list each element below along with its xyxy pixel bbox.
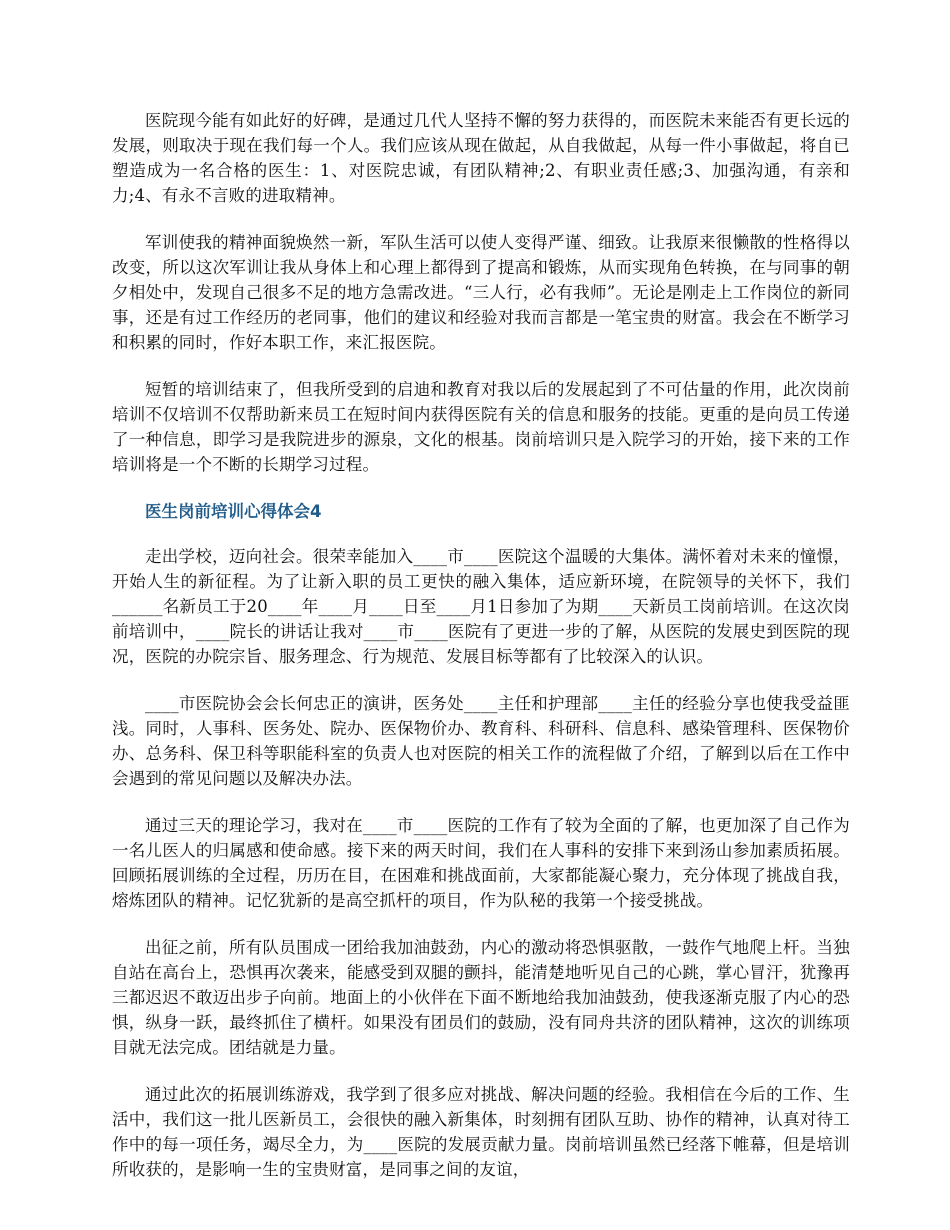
paragraph: 出征之前，所有队员围成一团给我加油鼓劲，内心的激动将恐惧驱散，一鼓作气地爬上杆。当独自站在高台上，恐惧再次袭来，能感受到双腿的颤抖，能清楚地听见自己的心跳，掌心冒汗，犹豫再三都迟迟不敢迈出步子向前。地面上的小伙伴在下面不断地给我加油鼓劲，使我逐渐克服了内心的恐惧，纵身一跃，最终抓住了横杆。如果没有团员们的鼓励，没有同舟共济的团队精神，这次的训练项目就无法完成。团结就是力量。	[112, 938, 850, 1057]
paragraph: 短暂的培训结束了，但我所受到的启迪和教育对我以后的发展起到了不可估量的作用，此次岗前培训不仅培训不仅帮助新来员工在短时间内获得医院有关的信息和服务的技能。更重的是向员工传递了一种信息，即学习是我院进步的源泉，文化的根基。岗前培训只是入院学习的开始，接下来的工作培训将是一个不断的长期学习过程。	[112, 380, 850, 474]
paragraph: 军训使我的精神面貌焕然一新，军队生活可以使人变得严谨、细致。让我原来很懒散的性格得以改变，所以这次军训让我从身体上和心理上都得到了提高和锻炼，从而实现角色转换，在与同事的朝夕相处中，发现自己很多不足的地方急需改进。“三人行，必有我师”。无论是刚走上工作岗位的新同事，还是有过工作经历的老同事，他们的建议和经验对我而言都是一笔宝贵的财富。我会在不断学习和积累的同时，作好本职工作，来汇报医院。	[112, 233, 850, 352]
paragraph: 走出学校，迈向社会。很荣幸能加入____市____医院这个温暖的大集体。满怀着对未来的憧憬，开始人生的新征程。为了让新入职的员工更快的融入集体，适应新环境，在院领导的关怀下，我们______名新员工于20____年____月____日至____月1日参加了为期____天新员工岗前培训。在这次岗前培训中，____院长的讲话让我对____市____医院有了更进一步的了解，从医院的发展史到医院的现况，医院的办院宗旨、服务理念、行为规范、发展目标等都有了比较深入的认识。	[112, 547, 850, 666]
paragraph: 通过此次的拓展训练游戏，我学到了很多应对挑战、解决问题的经验。我相信在今后的工作、生活中，我们这一批儿医新员工，会很快的融入新集体，时刻拥有团队互助、协作的精神，认真对待工作中的每一项任务，竭尽全力，为____医院的发展贡献力量。岗前培训虽然已经落下帷幕，但是培训所收获的，是影响一生的宝贵财富，是同事之间的友谊，	[112, 1085, 850, 1179]
paragraph: ____市医院协会会长何忠正的演讲，医务处____主任和护理部____主任的经验分享也使我受益匪浅。同时，人事科、医务处、院办、医保物价办、教育科、科研科、信息科、感染管理科、医保物价办、总务科、保卫科等职能科室的负责人也对医院的相关工作的流程做了介绍，了解到以后在工作中会遇到的常见问题以及解决办法。	[112, 694, 850, 788]
paragraph: 通过三天的理论学习，我对在____市____医院的工作有了较为全面的了解，也更加深了自己作为一名儿医人的归属感和使命感。接下来的两天时间，我们在人事科的安排下来到汤山参加素质拓展。回顾拓展训练的全过程，历历在目，在困难和挑战面前，大家都能凝心聚力，充分体现了挑战自我，熔炼团队的精神。记忆犹新的是高空抓杆的项目，作为队秘的我第一个接受挑战。	[112, 816, 850, 910]
section-heading: 医生岗前培训心得体会4	[145, 502, 322, 521]
paragraph: 医院现今能有如此好的好碑，是通过几代人坚持不懈的努力获得的，而医院未来能否有更长远的发展，则取决于现在我们每一个人。我们应该从现在做起，从自我做起，从每一件小事做起，将自已塑造成为一名合格的医生：1、对医院忠诚，有团队精神;2、有职业责任感;3、加强沟通，有亲和力;4、有永不言败的进取精神。	[112, 111, 850, 205]
